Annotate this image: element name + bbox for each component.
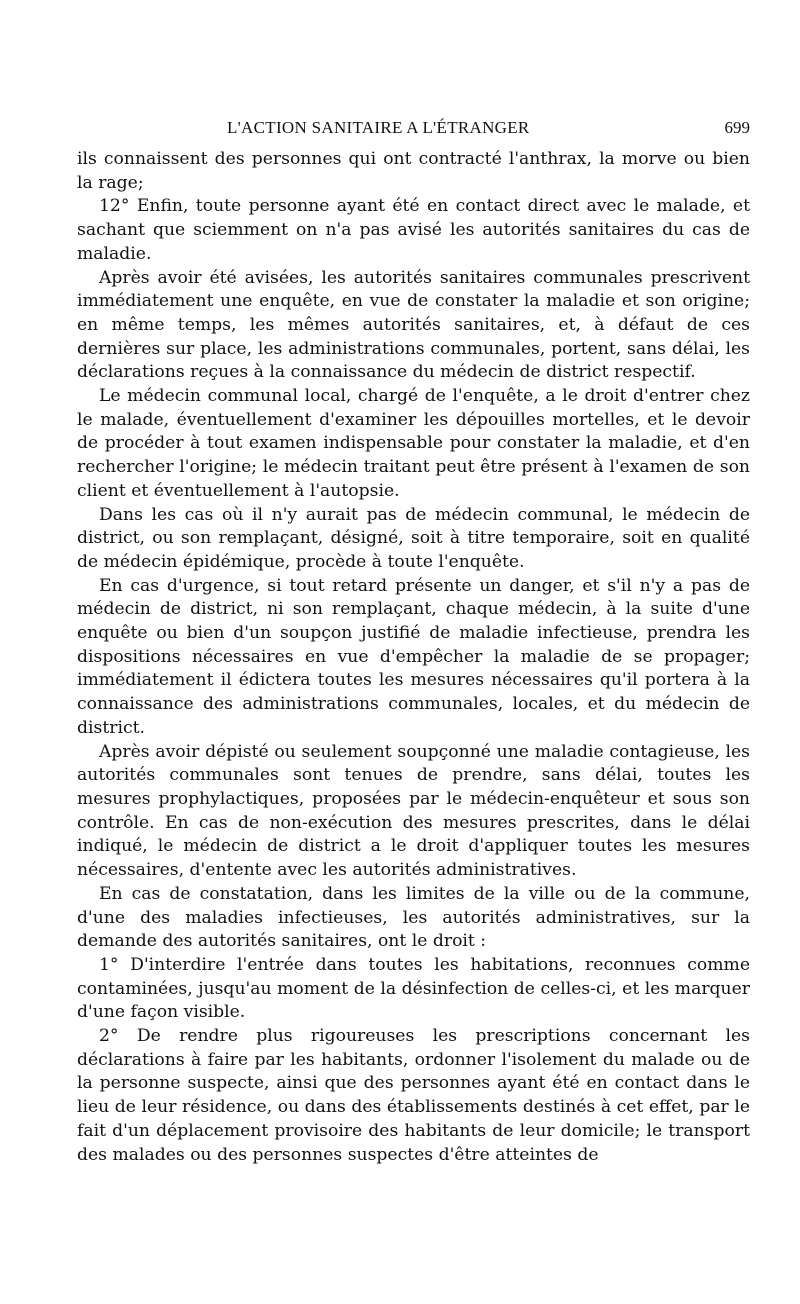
paragraph: Dans les cas où il n'y aurait pas de médecin communal, le médecin de district, ou son remplaçant, désigné, soit à titre temporaire, soit en qualité de médecin épidémique, procède à toute l'enquête. xyxy=(77,504,750,572)
paragraph: Après avoir dépisté ou seulement soupçonné une maladie contagieuse, les autorités communales sont tenues de prendre, sans délai, toutes les mesures prophylactiques, proposées par le médecin-enquêteur et sous son contrôle. En cas de non-exécution des mesures prescrites, dans le délai indiqué, le médecin de district a le droit d'appliquer toutes les mesures nécessaires, d'entente avec les autorités administratives. xyxy=(77,741,750,881)
paragraph: En cas de constatation, dans les limites de la ville ou de la commune, d'une des maladies infectieuses, les autorités administratives, sur la demande des autorités sanitaires, ont le droit : xyxy=(77,883,750,952)
paragraph: 2° De rendre plus rigoureuses les prescriptions concernant les déclarations à faire par les habitants, ordonner l'isolement du malade ou de la personne suspecte, ainsi que des personnes ayant été en contact dans le lieu de leur résidence, ou dans des établissements destinés à cet effet, par le fait d'un déplacement provisoire des habitants de leur domicile; le transport des malades ou des personnes suspectes d'être atteintes de xyxy=(77,1026,750,1165)
paragraph: 1° D'interdire l'entrée dans toutes les habitations, reconnues comme contaminées, jusqu'au moment de la désinfection de celles-ci, et les marquer d'une façon visible. xyxy=(77,954,750,1023)
paragraph: Le médecin communal local, chargé de l'enquête, a le droit d'entrer chez le malade, éventuellement d'examiner les dépouilles mortelles, et le devoir de procéder à tout examen indispensable pour constater la maladie, et d'en rechercher l'origine; le médecin traitant peut être présent à l'examen de son client et éventuellement à l'autopsie. xyxy=(77,386,750,501)
paragraph: Après avoir été avisées, les autorités sanitaires communales prescrivent immédiatement une enquête, en vue de constater la maladie et son origine; en même temps, les mêmes autorités sanitaires, et, à défaut de ces dernières sur place, les administrations communales, portent, sans délai, les déclarations reçues à la connaissance du médecin de district respectif. xyxy=(77,267,750,383)
running-title: L'ACTION SANITAIRE A L'ÉTRANGER xyxy=(227,118,530,137)
paragraph: ils connaissent des personnes qui ont contracté l'anthrax, la morve ou bien la rage; xyxy=(77,149,750,193)
paragraph: En cas d'urgence, si tout retard présente un danger, et s'il n'y a pas de médecin de district, ni son remplaçant, chaque médecin, à la suite d'une enquête ou bien d'un soupçon justifié de maladie infectieuse, prendra les dispositions nécessaires en vue d'empêcher la maladie de se propager; immédiatement il édictera toutes les mesures nécessaires qu'il portera à la connaissance des administrations communales, locales, et du médecin de district. xyxy=(77,575,750,738)
page-header xyxy=(77,114,750,148)
body-text xyxy=(77,148,750,1167)
document-page xyxy=(77,114,750,1167)
page-number: 699 xyxy=(724,118,750,137)
paragraph: 12° Enfin, toute personne ayant été en contact direct avec le malade, et sachant que sciemment on n'a pas avisé les autorités sanitaires du cas de maladie. xyxy=(77,196,750,264)
